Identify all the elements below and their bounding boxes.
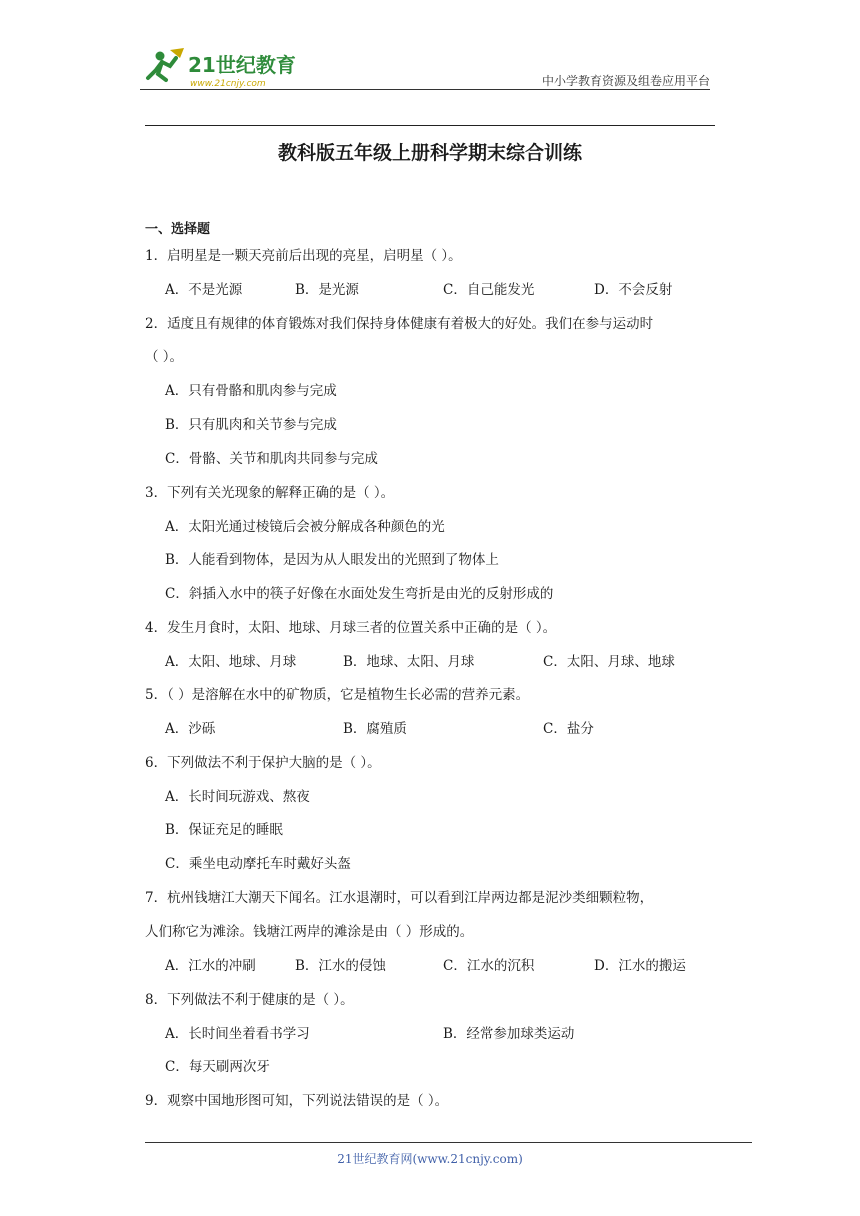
question-9-stem: 9．观察中国地形图可知，下列说法错误的是（ ）。 <box>145 1093 449 1109</box>
site-logo <box>140 44 310 90</box>
page-title: 教科版五年级上册科学期末综合训练 <box>277 142 582 164</box>
question-8-option-c: C．每天刷两次牙 <box>165 1059 270 1075</box>
question-2-option-a: A．只有骨骼和肌肉参与完成 <box>165 383 337 399</box>
question-1-option-b: B．是光源 <box>295 282 359 298</box>
question-6-option-c: C．乘坐电动摩托车时戴好头盔 <box>165 856 351 872</box>
question-4-stem: 4．发生月食时，太阳、地球、月球三者的位置关系中正确的是（ ）。 <box>145 620 557 636</box>
question-3-stem: 3．下列有关光现象的解释正确的是（ ）。 <box>145 485 395 501</box>
logo-url: www.21cnjy.com <box>190 79 266 89</box>
question-2-option-b: B．只有肌肉和关节参与完成 <box>165 417 337 433</box>
question-6-option-b: B．保证充足的睡眠 <box>165 822 283 838</box>
question-8-option-a: A．长时间坐着看书学习 <box>165 1026 310 1042</box>
question-4-option-a: A．太阳、地球、月球 <box>165 654 297 670</box>
question-5-option-c: C．盐分 <box>543 721 594 737</box>
footer-link[interactable]: 21世纪教育网(www.21cnjy.com) <box>337 1152 523 1166</box>
question-4-option-b: B．地球、太阳、月球 <box>343 654 475 670</box>
question-7-stem: 7．杭州钱塘江大潮天下闻名。江水退潮时，可以看到江岸两边都是泥沙类细颗粒物， <box>145 890 654 906</box>
question-7-stem-cont: 人们称它为滩涂。钱塘江两岸的滩涂是由（ ）形成的。 <box>145 924 474 940</box>
question-2-stem: 2．适度且有规律的体育锻炼对我们保持身体健康有着极大的好处。我们在参与运动时 <box>145 316 654 332</box>
question-4-option-c: C．太阳、月球、地球 <box>543 654 675 670</box>
question-7-option-d: D．江水的搬运 <box>594 958 686 974</box>
question-3-option-a: A．太阳光通过棱镜后会被分解成各种颜色的光 <box>165 519 445 535</box>
question-5-option-a: A．沙砾 <box>165 721 216 737</box>
footer-divider <box>145 1142 752 1143</box>
question-5-stem: 5．（ ）是溶解在水中的矿物质，它是植物生长必需的营养元素。 <box>145 687 530 703</box>
section-heading: 一、选择题 <box>145 222 211 237</box>
question-7-option-c: C．江水的沉积 <box>443 958 535 974</box>
question-1-stem: 1．启明星是一颗天亮前后出现的亮星，启明星（ ）。 <box>145 248 462 264</box>
question-1-option-a: A．不是光源 <box>165 282 243 298</box>
question-3-option-b: B．人能看到物体，是因为从人眼发出的光照到了物体上 <box>165 552 499 568</box>
question-7-option-b: B．江水的侵蚀 <box>295 958 386 974</box>
question-6-option-a: A．长时间玩游戏、熬夜 <box>165 789 310 805</box>
question-1-option-c: C．自己能发光 <box>443 282 535 298</box>
question-1-option-d: D．不会反射 <box>594 282 673 298</box>
platform-name: 中小学教育资源及组卷应用平台 <box>541 74 710 88</box>
question-2-option-c: C．骨骼、关节和肌肉共同参与完成 <box>165 451 378 467</box>
question-7-option-a: A．江水的冲刷 <box>165 958 256 974</box>
question-6-stem: 6．下列做法不利于保护大脑的是（ ）。 <box>145 755 381 771</box>
question-2-stem-cont: （ ）。 <box>145 349 184 365</box>
header-divider <box>140 89 710 90</box>
question-8-stem: 8．下列做法不利于健康的是（ ）。 <box>145 992 354 1008</box>
logo-text: 21世纪教育 <box>188 53 296 77</box>
question-8-option-b: B．经常参加球类运动 <box>443 1026 575 1042</box>
question-3-option-c: C．斜插入水中的筷子好像在水面处发生弯折是由光的反射形成的 <box>165 586 554 602</box>
question-5-option-b: B．腐殖质 <box>343 721 407 737</box>
title-rule <box>145 125 715 126</box>
